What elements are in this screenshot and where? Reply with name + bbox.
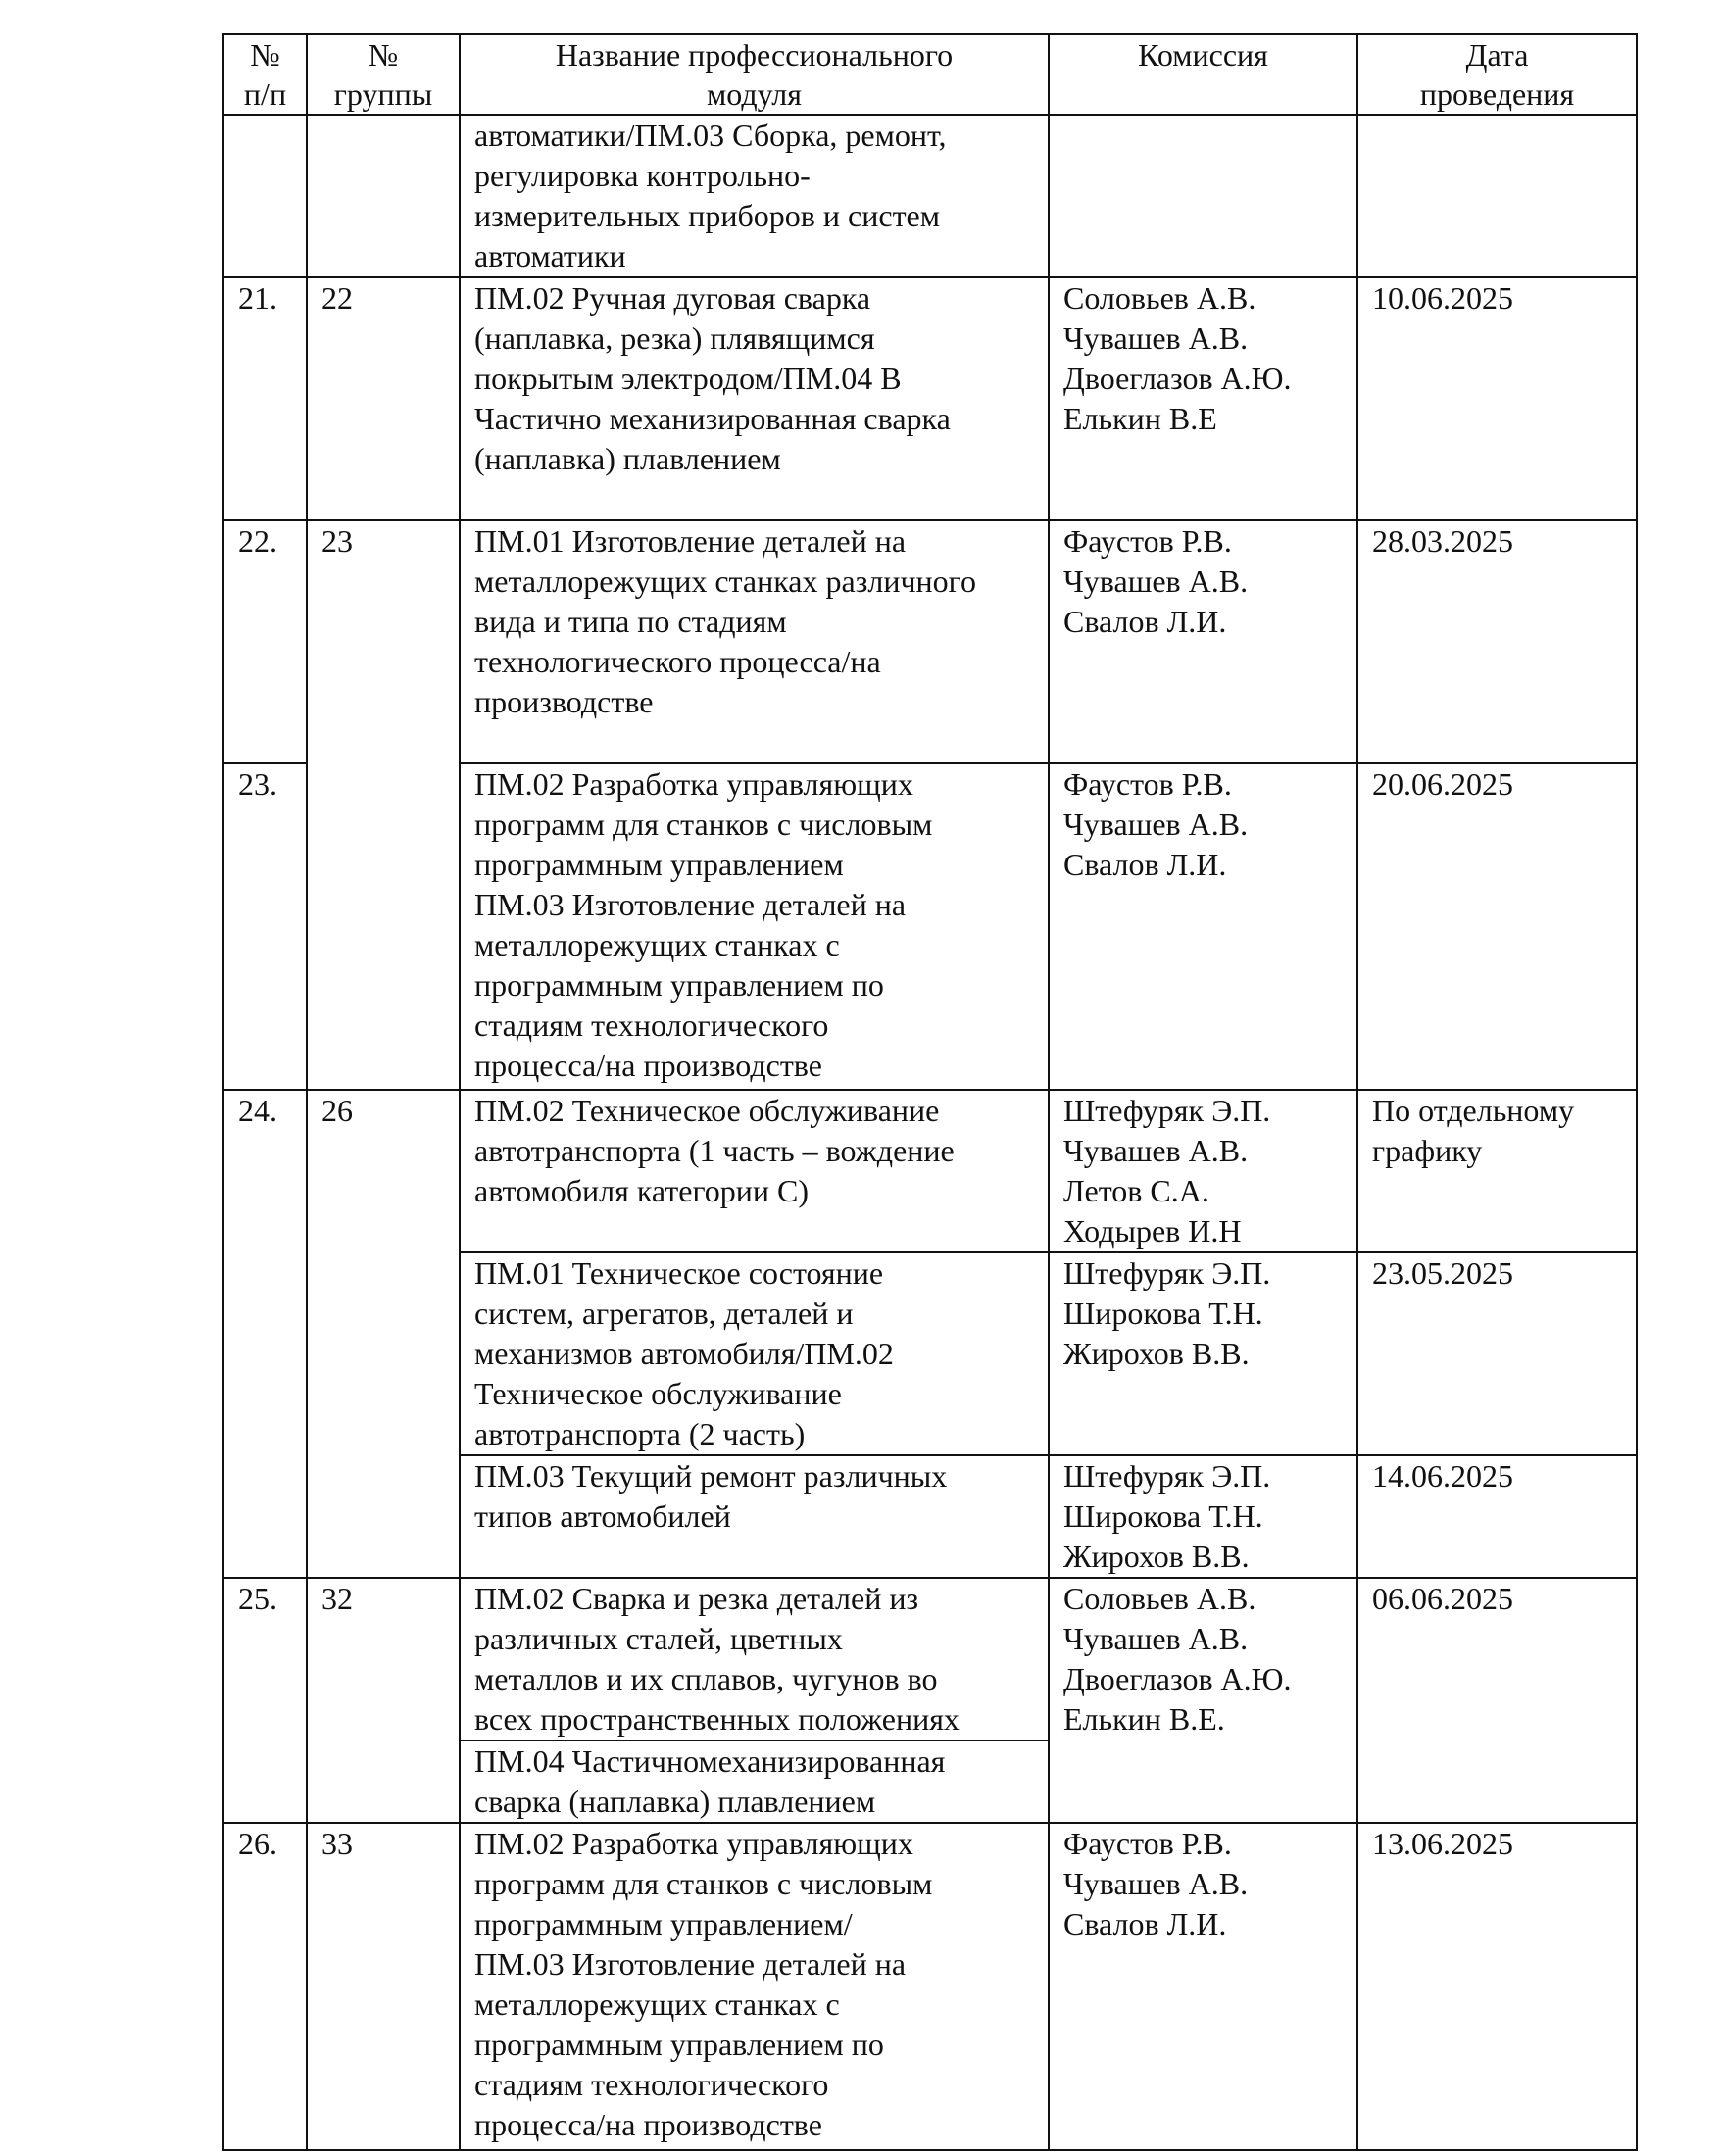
cell-group: 26 <box>307 1090 460 1578</box>
table-row-22 <box>223 520 1637 763</box>
cell-module: ПМ.04 Частичномеханизированная сварка (наплавка) плавлением <box>460 1740 1049 1823</box>
cell-num: 24. <box>223 1090 307 1578</box>
cell-module: ПМ.02 Ручная дуговая сварка (наплавка, резка) плявящимся покрытым электродом/ПМ.04 В Частично механизированная сварка (наплавка) плавлением <box>460 277 1049 520</box>
cell-module: ПМ.02 Разработка управляющих программ для станков с числовым программным управлением/ ПМ.03 Изготовление деталей на металлорежущих станках с программным управлением по стадиям технологического процесса/на производстве <box>460 1823 1049 2150</box>
cell-commission: Соловьев А.В. Чувашев А.В. Двоеглазов А.Ю. Елькин В.Е <box>1049 277 1357 520</box>
cell-num: 21. <box>223 277 307 520</box>
cell-date: 14.06.2025 <box>1357 1455 1637 1578</box>
cell-date: По отдельному графику <box>1357 1090 1637 1252</box>
header-num: № п/п <box>223 34 307 115</box>
cell-num: 22. <box>223 520 307 763</box>
cell-date: 20.06.2025 <box>1357 763 1637 1090</box>
cell-group: 33 <box>307 1823 460 2150</box>
cell-commission: Соловьев А.В. Чувашев А.В. Двоеглазов А.Ю. Елькин В.Е. <box>1049 1578 1357 1823</box>
cell-group <box>307 115 460 277</box>
cell-commission: Фаустов Р.В. Чувашев А.В. Свалов Л.И. <box>1049 1823 1357 2150</box>
cell-module: автоматики/ПМ.03 Сборка, ремонт, регулировка контрольно- измерительных приборов и систем автоматики <box>460 115 1049 277</box>
table-row-continuation <box>223 115 1637 277</box>
header-date: Дата проведения <box>1357 34 1637 115</box>
cell-commission: Фаустов Р.В. Чувашев А.В. Свалов Л.И. <box>1049 520 1357 763</box>
cell-group: 32 <box>307 1578 460 1823</box>
header-module: Название профессионального модуля <box>460 34 1049 115</box>
schedule-table <box>222 33 1638 2151</box>
cell-module: ПМ.02 Сварка и резка деталей из различных сталей, цветных металлов и их сплавов, чугунов во всех пространственных положениях <box>460 1578 1049 1740</box>
cell-date: 28.03.2025 <box>1357 520 1637 763</box>
cell-group: 22 <box>307 277 460 520</box>
cell-module: ПМ.03 Текущий ремонт различных типов автомобилей <box>460 1455 1049 1578</box>
cell-module: ПМ.02 Разработка управляющих программ для станков с числовым программным управлением ПМ.03 Изготовление деталей на металлорежущих станках с программным управлением по стадиям технологического процесса/на производстве <box>460 763 1049 1090</box>
header-commission: Комиссия <box>1049 34 1357 115</box>
cell-commission <box>1049 115 1357 277</box>
cell-commission: Штефуряк Э.П. Широкова Т.Н. Жирохов В.В. <box>1049 1455 1357 1578</box>
cell-date: 13.06.2025 <box>1357 1823 1637 2150</box>
cell-num <box>223 115 307 277</box>
header-group: № группы <box>307 34 460 115</box>
cell-num: 26. <box>223 1823 307 2150</box>
header-row <box>223 34 1637 115</box>
cell-module: ПМ.02 Техническое обслуживание автотранспорта (1 часть – вождение автомобиля категории С) <box>460 1090 1049 1252</box>
table-row-25 <box>223 1578 1637 1740</box>
table-row-26 <box>223 1823 1637 2150</box>
table-row-24 <box>223 1090 1637 1252</box>
cell-group: 23 <box>307 520 460 1090</box>
cell-date: 06.06.2025 <box>1357 1578 1637 1823</box>
cell-commission: Фаустов Р.В. Чувашев А.В. Свалов Л.И. <box>1049 763 1357 1090</box>
cell-num: 25. <box>223 1578 307 1823</box>
table-row-21 <box>223 277 1637 520</box>
cell-date: 23.05.2025 <box>1357 1252 1637 1455</box>
cell-date: 10.06.2025 <box>1357 277 1637 520</box>
cell-date <box>1357 115 1637 277</box>
cell-module: ПМ.01 Техническое состояние систем, агрегатов, деталей и механизмов автомобиля/ПМ.02 Техническое обслуживание автотранспорта (2 часть) <box>460 1252 1049 1455</box>
cell-module: ПМ.01 Изготовление деталей на металлорежущих станках различного вида и типа по стадиям технологического процесса/на производстве <box>460 520 1049 763</box>
cell-commission: Штефуряк Э.П. Чувашев А.В. Летов С.А. Ходырев И.Н <box>1049 1090 1357 1252</box>
cell-commission: Штефуряк Э.П. Широкова Т.Н. Жирохов В.В. <box>1049 1252 1357 1455</box>
cell-num: 23. <box>223 763 307 1090</box>
